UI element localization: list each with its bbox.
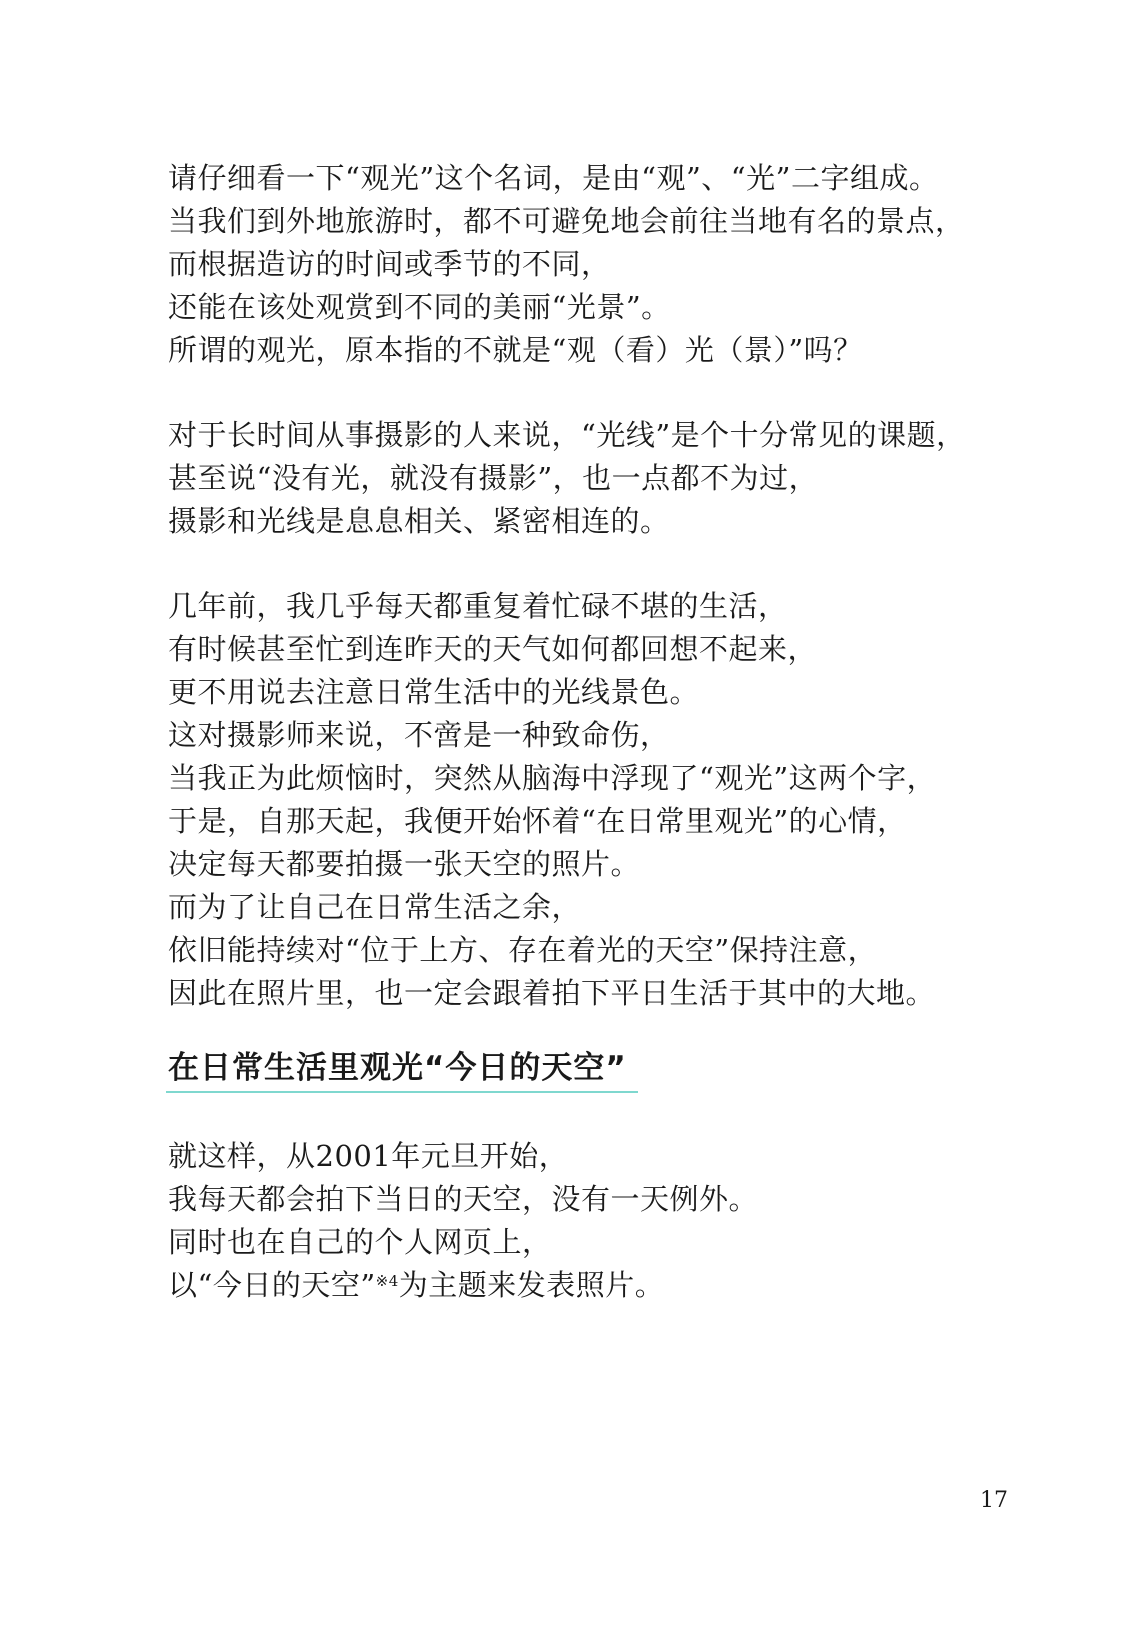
line-text-before-footnote: 以“今日的天空”: [168, 1268, 376, 1302]
body-text-line: 决定每天都要拍摄一张天空的照片。: [168, 847, 641, 881]
body-text-line: 几年前，我几乎每天都重复着忙碌不堪的生活，: [168, 589, 788, 623]
footnote-reference[interactable]: ※4: [375, 1272, 399, 1290]
body-text-line: 还能在该处观赏到不同的美丽“光景”。: [168, 290, 671, 324]
page-number: 17: [980, 1488, 1008, 1513]
body-text-line: 甚至说“没有光，就没有摄影”，也一点都不为过，: [168, 461, 819, 495]
body-text-line: 所谓的观光，原本指的不就是“观（看）光（景）”吗？: [168, 333, 863, 367]
body-text-line-with-footnote: [168, 1267, 664, 1303]
body-text-line: 而根据造访的时间或季节的不同，: [168, 247, 611, 281]
body-text-line: 有时候甚至忙到连昨天的天气如何都回想不起来，: [168, 632, 818, 666]
body-text-line: 因此在照片里，也一定会跟着拍下平日生活于其中的大地。: [168, 976, 936, 1010]
body-text-line: 请仔细看一下“观光”这个名词，是由“观”、“光”二字组成。: [168, 161, 939, 195]
body-text-line: 更不用说去注意日常生活中的光线景色。: [168, 675, 700, 709]
section-heading: 在日常生活里观光“今日的天空”: [168, 1050, 627, 1086]
body-text-line: 对于长时间从事摄影的人来说，“光线”是个十分常见的课题，: [168, 418, 966, 452]
body-text-line: 依旧能持续对“位于上方、存在着光的天空”保持注意，: [168, 933, 878, 967]
line-text-after-footnote: 为主题来发表照片。: [398, 1268, 665, 1302]
body-text-line: 当我们到外地旅游时，都不可避免地会前往当地有名的景点，: [168, 204, 965, 238]
body-text-line: 当我正为此烦恼时，突然从脑海中浮现了“观光”这两个字，: [168, 761, 937, 795]
heading-underline: [166, 1091, 638, 1093]
body-text-line: 摄影和光线是息息相关、紧密相连的。: [168, 504, 670, 538]
body-text-line: 而为了让自己在日常生活之余，: [168, 890, 582, 924]
body-text-line: 就这样，从2001年元旦开始，: [168, 1139, 569, 1173]
body-text-line: 我每天都会拍下当日的天空，没有一天例外。: [168, 1182, 759, 1216]
body-text-line: 于是，自那天起，我便开始怀着“在日常里观光”的心情，: [168, 804, 907, 838]
body-text-line: 这对摄影师来说，不啻是一种致命伤，: [168, 718, 670, 752]
body-text-line: 同时也在自己的个人网页上，: [168, 1225, 552, 1259]
